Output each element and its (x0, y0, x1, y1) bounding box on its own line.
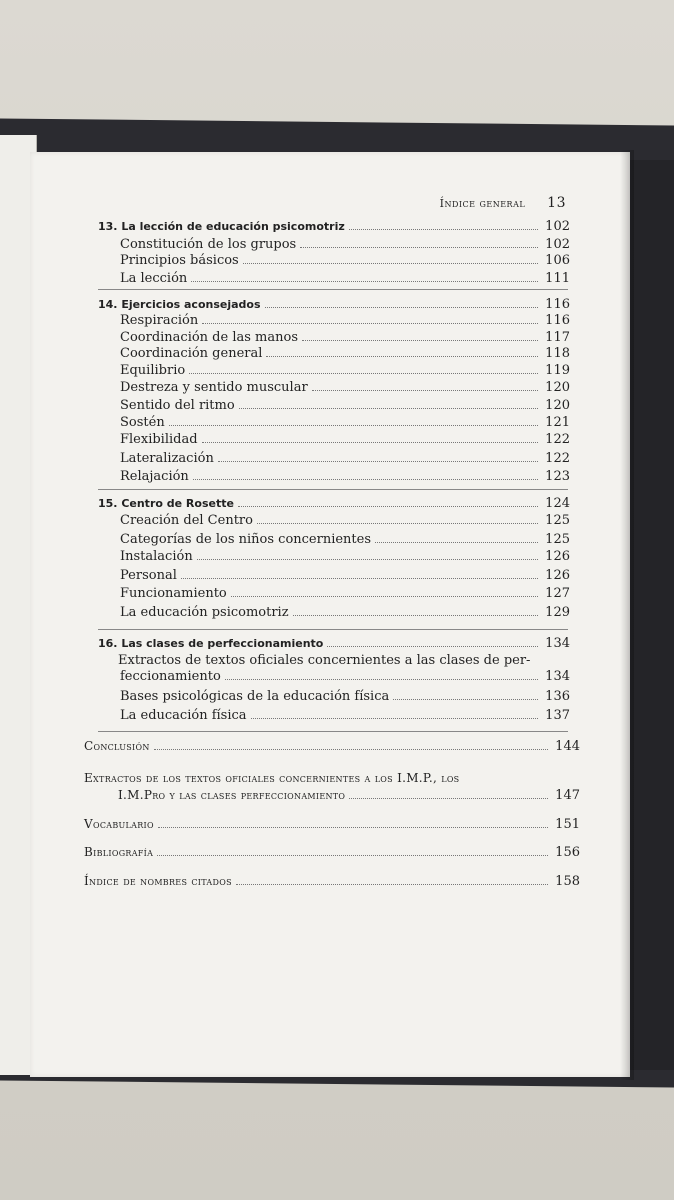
toc-entry-label: Bibliografía (84, 845, 154, 859)
toc-entry-label: Categorías de los niños concernientes (120, 532, 372, 547)
toc-page-number: 121 (545, 415, 570, 430)
section-separator (98, 289, 568, 290)
toc-entry-row (84, 739, 580, 754)
toc-entry-row (120, 237, 570, 252)
toc-page-number: 120 (545, 380, 570, 395)
toc-entry-line: Extractos de los textos oficiales concernientes a los I.M.P., los (84, 771, 460, 785)
leader-dots (238, 506, 538, 507)
toc-entry-label: Creación del Centro (120, 513, 253, 528)
toc-entry-row (118, 788, 580, 803)
toc-entry-label: 13. La lección de educación psicomotriz (98, 220, 345, 233)
toc-page-number: 144 (555, 739, 580, 754)
toc-entry-label: Coordinación general (120, 346, 263, 361)
toc-page-number: 134 (545, 669, 570, 684)
leader-dots (202, 323, 538, 324)
toc-page-number: 102 (545, 237, 570, 252)
toc-entry-row (120, 669, 570, 684)
toc-entry-row (120, 451, 570, 466)
toc-entry-row (120, 253, 570, 268)
book-page (30, 152, 630, 1077)
page-shadow (620, 150, 634, 1080)
toc-entry-row (120, 586, 570, 601)
leader-dots (349, 798, 548, 799)
leader-dots (293, 615, 538, 616)
toc-chapter-row (98, 496, 570, 511)
toc-entry-row (120, 271, 570, 286)
toc-entry-label: I.M.Pro y las clases perfeccionamiento (118, 788, 346, 802)
toc-entry-row (120, 346, 570, 361)
leader-dots (300, 247, 538, 248)
toc-page-number: 126 (545, 549, 570, 564)
toc-entry-label: Sostén (120, 415, 165, 430)
toc-page-number: 118 (545, 346, 570, 361)
toc-entry-label: Índice de nombres citados (84, 874, 232, 888)
toc-entry-row (120, 532, 570, 547)
toc-page-number: 147 (555, 788, 580, 803)
toc-chapter-row (98, 636, 570, 651)
leader-dots (157, 855, 548, 856)
toc-page-number: 122 (545, 451, 570, 466)
toc-page-number: 151 (555, 817, 580, 832)
toc-entry-row (84, 817, 580, 832)
toc-page-number: 125 (545, 513, 570, 528)
leader-dots (193, 479, 538, 480)
toc-entry-row (84, 874, 580, 889)
leader-dots (375, 542, 538, 543)
toc-entry-row (120, 330, 570, 345)
leader-dots (239, 408, 538, 409)
toc-entry-row (120, 415, 570, 430)
toc-entry-row (84, 845, 580, 860)
leader-dots (169, 425, 538, 426)
leader-dots (265, 307, 538, 308)
toc-entry-label: Bases psicológicas de la educación física (120, 689, 390, 704)
toc-page-number: 127 (545, 586, 570, 601)
leader-dots (197, 559, 538, 560)
toc-page-number: 119 (545, 363, 570, 378)
leader-dots (231, 596, 538, 597)
toc-entry-label: La educación física (120, 708, 247, 723)
toc-page-number: 129 (545, 605, 570, 620)
toc-chapter-row (98, 219, 570, 234)
leader-dots (236, 884, 548, 885)
toc-page-number: 102 (545, 219, 570, 234)
toc-entry-row (120, 689, 570, 704)
toc-entry-label: Respiración (120, 313, 199, 328)
toc-page-number: 134 (545, 636, 570, 651)
toc-entry-label: Flexibilidad (120, 432, 198, 447)
leader-dots (218, 461, 538, 462)
toc-entry-row (120, 708, 570, 723)
toc-page-number: 124 (545, 496, 570, 511)
toc-entry-label: Principios básicos (120, 253, 239, 268)
toc-entry-label: 15. Centro de Rosette (98, 497, 234, 510)
toc-entry-row (120, 313, 570, 328)
toc-entry-label: 14. Ejercicios aconsejados (98, 298, 261, 311)
toc-page-number: 111 (545, 271, 570, 286)
toc-entry-label: La lección (120, 271, 188, 286)
leader-dots (154, 749, 548, 750)
toc-page-number: 122 (545, 432, 570, 447)
toc-entry-row (120, 363, 570, 378)
toc-entry-label: Instalación (120, 549, 193, 564)
running-header (30, 195, 566, 211)
leader-dots (312, 390, 538, 391)
leader-dots (393, 699, 538, 700)
toc-page-number: 137 (545, 708, 570, 723)
toc-entry-label: Coordinación de las manos (120, 330, 298, 345)
toc-page-number: 106 (545, 253, 570, 268)
leader-dots (349, 229, 538, 230)
book-edge (630, 160, 674, 1070)
toc-chapter-row (98, 297, 570, 312)
toc-entry-row (120, 398, 570, 413)
header-page-number: 13 (547, 195, 566, 211)
leader-dots (302, 340, 538, 341)
section-separator (98, 629, 568, 630)
toc-page-number: 120 (545, 398, 570, 413)
toc-entry-line: Extractos de textos oficiales concernientes a las clases de per- (118, 653, 531, 668)
toc-entry-row (120, 469, 570, 484)
toc-page-number: 126 (545, 568, 570, 583)
leader-dots (266, 356, 538, 357)
toc-entry-label: Personal (120, 568, 177, 583)
leader-dots (257, 523, 538, 524)
toc-page-number: 116 (545, 297, 570, 312)
toc-entry-row (120, 605, 570, 620)
leader-dots (189, 373, 538, 374)
toc-entry-label: Destreza y sentido muscular (120, 380, 308, 395)
toc-page-number: 123 (545, 469, 570, 484)
toc-entry-label: Equilibrio (120, 363, 186, 378)
leader-dots (158, 827, 548, 828)
leader-dots (327, 646, 538, 647)
section-separator (98, 731, 568, 732)
leader-dots (181, 578, 538, 579)
toc-entry-label: Funcionamiento (120, 586, 227, 601)
toc-entry-label: Lateralización (120, 451, 214, 466)
section-separator (98, 489, 568, 490)
toc-entry-label: La educación psicomotriz (120, 605, 289, 620)
toc-entry-row (120, 380, 570, 395)
leader-dots (251, 718, 538, 719)
leader-dots (225, 679, 538, 680)
toc-entry-label: Relajación (120, 469, 189, 484)
toc-entry-label: Vocabulario (84, 817, 154, 831)
leader-dots (202, 442, 538, 443)
toc-page-number: 158 (555, 874, 580, 889)
leader-dots (191, 281, 538, 282)
toc-entry-row (120, 513, 570, 528)
toc-page-number: 125 (545, 532, 570, 547)
header-title: Índice general (439, 197, 526, 210)
toc-entry-row (120, 549, 570, 564)
toc-page-number: 117 (545, 330, 570, 345)
toc-entry-label: Constitución de los grupos (120, 237, 297, 252)
toc-entry-label: 16. Las clases de perfeccionamiento (98, 637, 324, 650)
leader-dots (243, 263, 538, 264)
toc-entry-label: Conclusión (84, 739, 150, 753)
toc-entry-label: feccionamiento (120, 669, 221, 684)
toc-page-number: 156 (555, 845, 580, 860)
toc-entry-label: Sentido del ritmo (120, 398, 235, 413)
toc-page-number: 116 (545, 313, 570, 328)
toc-page-number: 136 (545, 689, 570, 704)
toc-entry-row (120, 432, 570, 447)
toc-entry-row (120, 568, 570, 583)
